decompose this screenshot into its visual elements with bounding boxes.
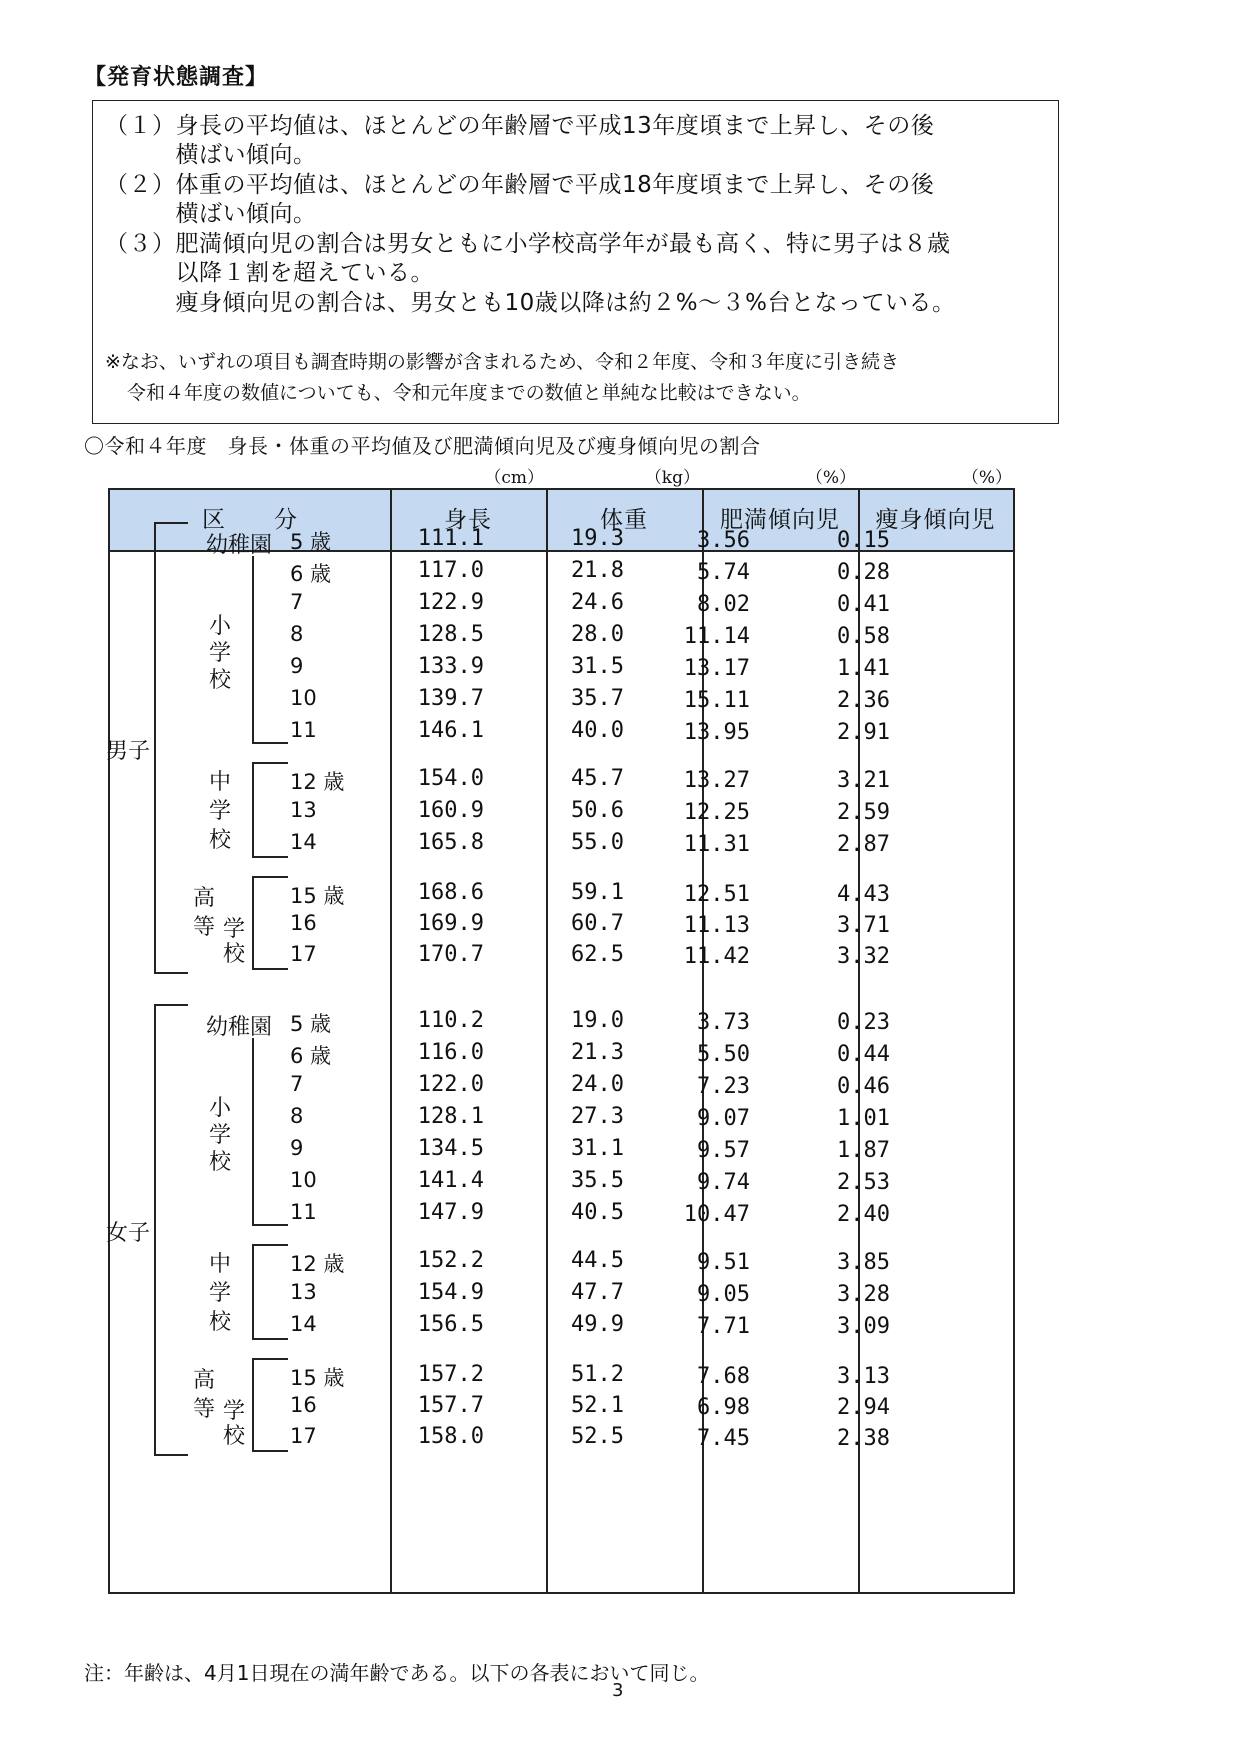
summary-line: （３）肥満傾向児の割合は男女ともに小学校高学年が最も高く、特に男子は８歳 (105, 231, 951, 257)
height-value: 116.0 (417, 1040, 484, 1065)
thin-value: 2.53 (837, 1170, 890, 1195)
group-label: 女子 (106, 1221, 151, 1246)
page-number: 3 (612, 1680, 624, 1701)
thin-value: 4.43 (837, 882, 890, 907)
header-height: 身長 (444, 507, 492, 533)
thin-value: 2.87 (837, 832, 890, 857)
junior-high-label: 中 (208, 1252, 231, 1277)
group-bracket (154, 1004, 188, 1456)
obese-value: 9.57 (697, 1138, 750, 1163)
age-label: 17 (290, 942, 317, 966)
height-value: 152.2 (417, 1248, 484, 1273)
obese-value: 10.47 (683, 1202, 750, 1227)
header-obese: 肥満傾向児 (720, 507, 840, 533)
elementary-label: 小 (208, 1096, 231, 1121)
height-value: 154.9 (417, 1280, 484, 1305)
weight-value: 40.0 (571, 718, 624, 743)
age-label: 9 (290, 654, 304, 678)
age-label: 15 歳 (290, 884, 345, 908)
height-value: 147.9 (417, 1200, 484, 1225)
obese-value: 15.11 (683, 688, 750, 713)
obese-value: 7.45 (697, 1426, 750, 1451)
obese-value: 13.27 (683, 768, 750, 793)
thin-value: 0.58 (837, 624, 890, 649)
note-line: ※なお、いずれの項目も調査時期の影響が含まれるため、令和２年度、令和３年度に引き続き (105, 351, 900, 373)
thin-value: 2.91 (837, 720, 890, 745)
kindergarten-label: 幼稚園 (206, 1015, 273, 1040)
weight-value: 35.7 (571, 686, 624, 711)
obese-value: 11.31 (683, 832, 750, 857)
weight-value: 19.3 (571, 526, 624, 551)
obese-value: 8.02 (697, 592, 750, 617)
elementary-bracket (252, 1042, 288, 1226)
thin-value: 1.41 (837, 656, 890, 681)
age-label: 11 (290, 1200, 317, 1224)
group-label: 男子 (106, 739, 151, 764)
obese-value: 9.07 (697, 1106, 750, 1131)
thin-value: 0.41 (837, 592, 890, 617)
obese-value: 9.74 (697, 1170, 750, 1195)
height-value: 158.0 (417, 1424, 484, 1449)
obese-value: 5.50 (697, 1042, 750, 1067)
height-value: 160.9 (417, 798, 484, 823)
elementary-label: 小 (208, 614, 231, 639)
age-label: 17 (290, 1424, 317, 1448)
age-label: 12 歳 (290, 1252, 345, 1276)
thin-value: 3.13 (837, 1364, 890, 1389)
age-label: 16 (290, 1393, 317, 1417)
weight-value: 52.1 (571, 1393, 624, 1418)
age-label: 5 歳 (290, 1012, 332, 1036)
high-school-bracket (252, 1358, 288, 1452)
obese-value: 13.95 (683, 720, 750, 745)
height-value: 157.2 (417, 1362, 484, 1387)
growth-table (108, 488, 1015, 1594)
junior-high-bracket (252, 762, 288, 858)
thin-value: 0.23 (837, 1010, 890, 1035)
weight-value: 59.1 (571, 880, 624, 905)
table-caption: 〇令和４年度 身長・体重の平均値及び肥満傾向児及び痩身傾向児の割合 (84, 434, 761, 458)
elementary-label: 校 (208, 1150, 231, 1175)
thin-value: 3.09 (837, 1314, 890, 1339)
height-value: 169.9 (417, 911, 484, 936)
weight-value: 45.7 (571, 766, 624, 791)
age-label: 10 (290, 686, 317, 710)
age-label: 7 (290, 1072, 304, 1096)
age-label: 14 (290, 830, 317, 854)
summary-line: 以降１割を超えている。 (105, 260, 434, 286)
age-label: 10 (290, 1168, 317, 1192)
weight-value: 27.3 (571, 1104, 624, 1129)
thin-value: 3.85 (837, 1250, 890, 1275)
unit-label-thin: （%） (961, 468, 1012, 488)
weight-value: 21.3 (571, 1040, 624, 1065)
thin-value: 3.21 (837, 768, 890, 793)
thin-value: 0.44 (837, 1042, 890, 1067)
kindergarten-label: 幼稚園 (206, 533, 273, 558)
age-label: 11 (290, 718, 317, 742)
age-label: 13 (290, 798, 317, 822)
height-value: 157.7 (417, 1393, 484, 1418)
weight-value: 51.2 (571, 1362, 624, 1387)
age-label: 7 (290, 590, 304, 614)
age-label: 6 歳 (290, 1044, 332, 1068)
obese-value: 3.73 (697, 1010, 750, 1035)
height-value: 122.0 (417, 1072, 484, 1097)
elementary-label: 学 (208, 641, 231, 666)
weight-value: 24.0 (571, 1072, 624, 1097)
thin-value: 0.46 (837, 1074, 890, 1099)
weight-value: 50.6 (571, 798, 624, 823)
junior-high-label: 校 (208, 828, 231, 853)
obese-value: 11.42 (683, 944, 750, 969)
weight-value: 47.7 (571, 1280, 624, 1305)
age-label: 8 (290, 1104, 304, 1128)
weight-value: 19.0 (571, 1008, 624, 1033)
obese-value: 13.17 (683, 656, 750, 681)
weight-value: 24.6 (571, 590, 624, 615)
high-school-label: 校 (222, 1424, 245, 1449)
header-thin: 痩身傾向児 (875, 507, 996, 533)
weight-value: 44.5 (571, 1248, 624, 1273)
obese-value: 12.25 (683, 800, 750, 825)
thin-value: 2.94 (837, 1395, 890, 1420)
height-value: 128.1 (417, 1104, 484, 1129)
height-value: 141.4 (417, 1168, 484, 1193)
obese-value: 11.13 (683, 913, 750, 938)
thin-value: 2.40 (837, 1202, 890, 1227)
junior-high-label: 校 (208, 1310, 231, 1335)
thin-value: 3.71 (837, 913, 890, 938)
weight-value: 52.5 (571, 1424, 624, 1449)
height-value: 139.7 (417, 686, 484, 711)
junior-high-label: 学 (208, 1281, 231, 1306)
elementary-bracket-top (252, 556, 254, 564)
high-school-label: 等 (192, 915, 215, 940)
high-school-label: 等 (192, 1397, 215, 1422)
group-bracket (154, 522, 188, 974)
thin-value: 0.15 (837, 528, 890, 553)
junior-high-label: 中 (208, 770, 231, 795)
obese-value: 9.05 (697, 1282, 750, 1307)
obese-value: 7.71 (697, 1314, 750, 1339)
thin-value: 2.59 (837, 800, 890, 825)
height-value: 168.6 (417, 880, 484, 905)
thin-value: 3.32 (837, 944, 890, 969)
header-category: 区 分 (202, 507, 298, 533)
age-label: 15 歳 (290, 1366, 345, 1390)
thin-value: 0.28 (837, 560, 890, 585)
height-value: 156.5 (417, 1312, 484, 1337)
obese-value: 3.56 (697, 528, 750, 553)
weight-value: 49.9 (571, 1312, 624, 1337)
thin-value: 1.87 (837, 1138, 890, 1163)
summary-line: （２）体重の平均値は、ほとんどの年齢層で平成18年度頃まで上昇し、その後 (105, 172, 935, 198)
age-label: 14 (290, 1312, 317, 1336)
thin-value: 1.01 (837, 1106, 890, 1131)
elementary-label: 学 (208, 1123, 231, 1148)
weight-value: 31.5 (571, 654, 624, 679)
high-school-label: 高 (192, 1368, 215, 1393)
junior-high-label: 学 (208, 799, 231, 824)
elementary-bracket (252, 560, 288, 744)
weight-value: 62.5 (571, 942, 624, 967)
obese-value: 5.74 (697, 560, 750, 585)
weight-value: 21.8 (571, 558, 624, 583)
elementary-bracket-top (252, 1038, 254, 1046)
weight-value: 28.0 (571, 622, 624, 647)
summary-line: 横ばい傾向。 (105, 201, 317, 227)
weight-value: 60.7 (571, 911, 624, 936)
height-value: 111.1 (417, 526, 484, 551)
high-school-label: 高 (192, 886, 215, 911)
height-value: 122.9 (417, 590, 484, 615)
age-label: 13 (290, 1280, 317, 1304)
thin-value: 2.36 (837, 688, 890, 713)
footnote: 注：年齢は、4月1日現在の満年齢である。以下の各表において同じ。 (84, 1661, 710, 1685)
high-school-label: 学 (222, 1399, 245, 1424)
summary-line: 横ばい傾向。 (105, 142, 317, 168)
high-school-label: 校 (222, 942, 245, 967)
weight-value: 40.5 (571, 1200, 624, 1225)
age-label: 5 歳 (290, 530, 332, 554)
unit-label-weight: （kg） (644, 468, 700, 488)
obese-value: 11.14 (683, 624, 750, 649)
high-school-label: 学 (222, 917, 245, 942)
obese-value: 9.51 (697, 1250, 750, 1275)
height-value: 134.5 (417, 1136, 484, 1161)
height-value: 165.8 (417, 830, 484, 855)
header-weight: 体重 (600, 507, 648, 533)
height-value: 110.2 (417, 1008, 484, 1033)
weight-value: 55.0 (571, 830, 624, 855)
weight-value: 31.1 (571, 1136, 624, 1161)
height-value: 154.0 (417, 766, 484, 791)
weight-value: 35.5 (571, 1168, 624, 1193)
note-line: 令和４年度の数値についても、令和元年度までの数値と単純な比較はできない。 (127, 382, 811, 404)
age-label: 6 歳 (290, 562, 332, 586)
age-label: 9 (290, 1136, 304, 1160)
junior-high-bracket (252, 1244, 288, 1340)
age-label: 16 (290, 911, 317, 935)
obese-value: 7.23 (697, 1074, 750, 1099)
summary-box (92, 100, 1059, 424)
high-school-bracket (252, 876, 288, 970)
obese-value: 7.68 (697, 1364, 750, 1389)
thin-value: 2.38 (837, 1426, 890, 1451)
summary-line: （１）身長の平均値は、ほとんどの年齢層で平成13年度頃まで上昇し、その後 (105, 113, 935, 139)
height-value: 133.9 (417, 654, 484, 679)
summary-line: 痩身傾向児の割合は、男女とも10歳以降は約２%～３%台となっている。 (105, 290, 956, 316)
section-heading: 【発育状態調査】 (84, 65, 269, 90)
age-label: 12 歳 (290, 770, 345, 794)
height-value: 117.0 (417, 558, 484, 583)
elementary-label: 校 (208, 668, 231, 693)
obese-value: 12.51 (683, 882, 750, 907)
unit-label-obese: （%） (805, 468, 856, 488)
obese-value: 6.98 (697, 1395, 750, 1420)
height-value: 128.5 (417, 622, 484, 647)
unit-label-height: （cm） (484, 468, 544, 488)
height-value: 170.7 (417, 942, 484, 967)
age-label: 8 (290, 622, 304, 646)
thin-value: 3.28 (837, 1282, 890, 1307)
height-value: 146.1 (417, 718, 484, 743)
